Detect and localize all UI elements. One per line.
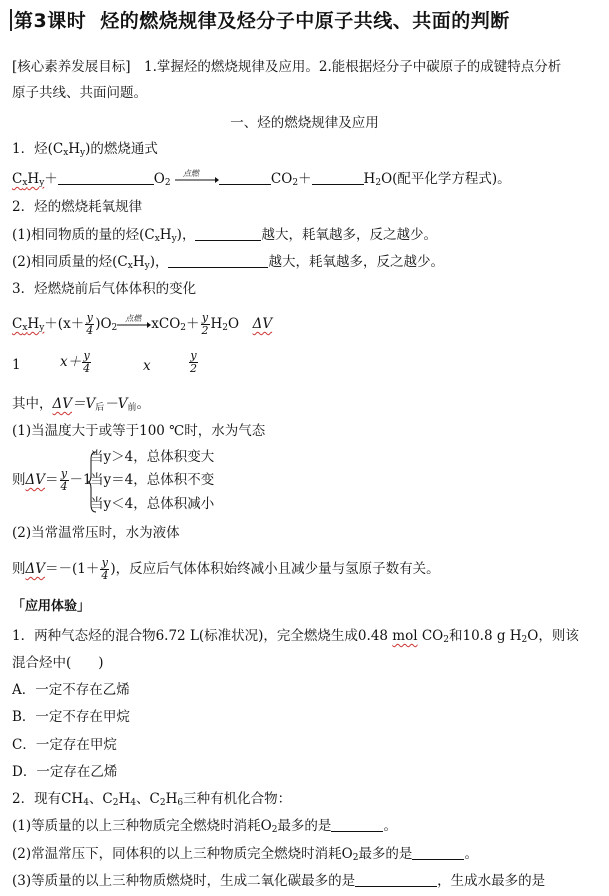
goals-line-2: 原子共线、共面问题。: [12, 85, 147, 101]
blank-p2-1[interactable]: [195, 227, 261, 241]
p3-title: 3．烃燃烧前后气体体积的变化: [12, 281, 197, 297]
blank-co2-coef[interactable]: [219, 171, 271, 185]
case-y-lt-4: 当y＜4，总体积减小: [90, 496, 215, 512]
p3-case-2: (2)当常温常压时，水为液体: [12, 525, 180, 541]
q2-part-1: (1)等质量的以上三种物质完全燃烧时消耗$O_2$最多的是 。: [12, 818, 397, 835]
frac-y-4: $\frac{y}{4}$: [86, 311, 94, 337]
option-c[interactable]: C．一定存在甲烷: [12, 737, 117, 753]
option-a[interactable]: A．一定不存在乙烯: [12, 682, 130, 698]
goals-line-1: [核心素养发展目标] 1.掌握烃的燃烧规律及应用。2.能根据烃分子中碳原子的成键特点分析: [12, 59, 562, 75]
p3-ze-2: 则ΔV＝－(1＋ $\frac{y}{4}$ )，反应后气体体积始终减小且减少量与氢原子数有关。: [12, 556, 440, 582]
page-title: [10, 6, 510, 33]
case-y-eq-4: 当y＝4，总体积不变: [90, 472, 215, 488]
blank-p2-2[interactable]: [168, 254, 268, 268]
title-bar: [10, 9, 12, 31]
option-d[interactable]: D．一定存在乙烯: [12, 764, 118, 780]
p3-qizhong: 其中，$\Delta V=V_后-V_前$。: [12, 396, 151, 413]
p3-case-1: (1)当温度大于或等于100 ℃时，水为气态: [12, 423, 266, 439]
blank-h2o-coef[interactable]: [312, 171, 364, 185]
p1-title: 1．烃$(C_xH_y)$的燃烧通式: [12, 141, 158, 158]
formula-cxhy: $C_xH_y$: [12, 171, 45, 188]
reaction-arrow: 点燃: [175, 174, 219, 186]
q2-part-2: (2)常温常压下，同体积的以上三种物质完全燃烧时消耗$O_2$最多的是 。: [12, 846, 478, 863]
p1-equation: $C_xH_y+ O_2$ 点燃 $CO_2+ H_2O$(配平化学方程式)。: [12, 168, 511, 188]
q1-line-2: 混合烃中( ): [12, 655, 104, 671]
p2-line-2: (2)相同质量的烃$(C_xH_y)$， 越大，耗氧越多，反之越少。: [12, 254, 444, 271]
lesson-label: 第3课时: [14, 10, 87, 32]
delta-v: ΔV: [252, 316, 273, 332]
goals-label: [核心素养发展目标]: [12, 59, 131, 75]
q2-title: 2．现有$CH_4$、$C_2H_4$、$C_2H_6$三种有机化合物：: [12, 791, 292, 808]
p3-ze-1: 则ΔV＝ $\frac{y}{4}$ －1: [12, 467, 92, 493]
lesson-topic: 烃的燃烧规律及烃分子中原子共线、共面的判断: [100, 10, 510, 32]
blank-o2-coef[interactable]: [58, 171, 154, 185]
p2-title: 2．烃的燃烧耗氧规律: [12, 199, 143, 215]
case-y-gt-4: 当y＞4，总体积变大: [90, 449, 215, 465]
option-b[interactable]: B．一定不存在甲烷: [12, 709, 130, 725]
blank-q2-2[interactable]: [412, 846, 464, 860]
q2-part-3: (3)等质量的以上三种物质燃烧时，生成二氧化碳最多的是 ，生成水最多的是: [12, 873, 546, 889]
p2-line-1: (1)相同物质的量的烃$(C_xH_y)$， 越大，耗氧越多，反之越少。: [12, 227, 437, 244]
p3-equation: $C_xH_y+(x+$ $\frac{y}{4}$ )$O_2$ 点燃 xCO$_2$＋ $\frac{y}{2}$ $H_2O$ ΔV: [12, 311, 273, 337]
practice-label: 「应用体验」: [12, 599, 91, 614]
p3-coef-row: 1: [12, 357, 21, 373]
section-heading: 一、烃的燃烧规律及应用: [230, 115, 379, 131]
q1-line-1: 1．两种气态烃的混合物6.72 L(标准状况)，完全燃烧生成0.48 mol $CO_2$和10.8 g $H_2O$，则该: [12, 628, 579, 645]
blank-q2-1[interactable]: [331, 818, 383, 832]
reaction-arrow-2: 点燃: [117, 319, 151, 331]
blank-q2-3a[interactable]: [355, 873, 437, 887]
